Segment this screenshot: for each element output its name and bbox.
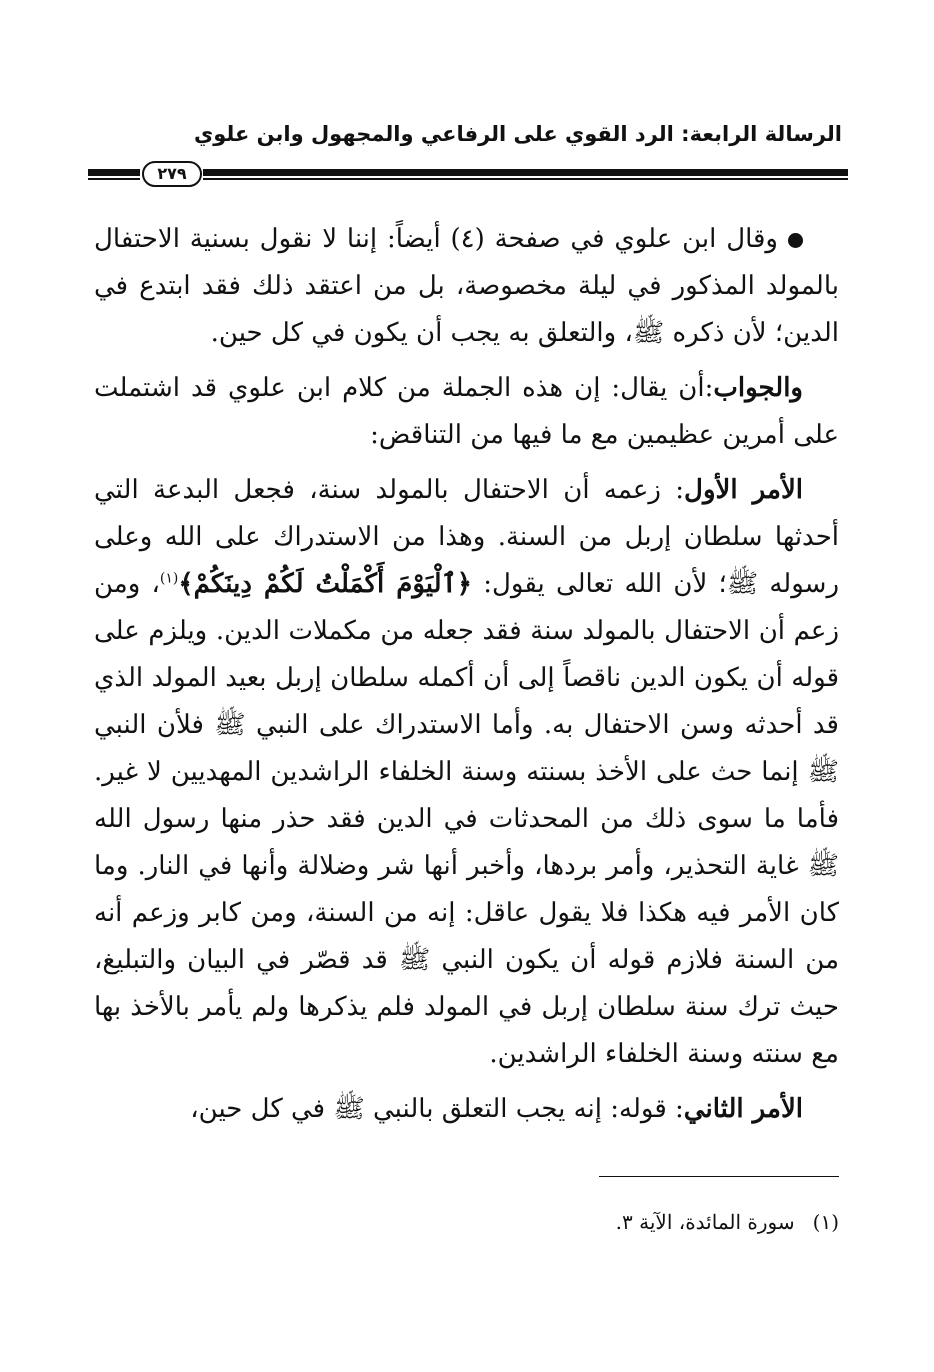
footnote-mark: (١) [812, 1210, 839, 1234]
header-rule-thin-right [203, 178, 848, 180]
header-rule-thick-right [203, 169, 848, 176]
header-rule-thin-left [88, 178, 140, 180]
paragraph-3 [94, 467, 839, 1078]
quran-verse: ﴿ٱلْيَوْمَ أَكْمَلْتُ لَكُمْ دِينَكُمْ﴾ [178, 569, 473, 599]
footnote-text: سورة المائدة، الآية ٣. [615, 1210, 795, 1234]
running-header-title: الرسالة الرابعة: الرد القوي على الرفاعي والمجهول وابن علوي [193, 122, 842, 146]
main-text [94, 216, 839, 1141]
footnote-separator [599, 1176, 839, 1177]
paragraph-3-text-after-quran: ، ومن زعم أن الاحتفال بالمولد سنة فقد جعله من مكملات الدين. ويلزم على قوله أن يكون الدين ناقصاً إلى أن أكمله سلطان إربل بعيد المولد الذي قد أحدثه وسن الاحتفال به. وأما الاستدراك على النبي ﷺ فلأن النبي ﷺ إنما حث على الأخذ بسنته وسنة الخلفاء الراشدين المهديين لا غير. فأما ما سوى ذلك من المحدثات في الدين فقد حذر منها رسول الله ﷺ غاية التحذير، وأمر بردها، وأخبر أنها شر وضلالة وأنها في النار. وما كان الأمر فيه هكذا فلا يقول عاقل: إنه من السنة، ومن كابر وزعم أنه من السنة فلازم قوله أن يكون النبي ﷺ قد قصّر في البيان والتبليغ، حيث ترك سنة سلطان إربل في المولد فلم يذكرها ولم يأمر بالأخذ بها مع سنته وسنة الخلفاء الراشدين. [94, 569, 839, 1069]
paragraph-4 [94, 1086, 839, 1133]
paragraph-4-lead: الأمر الثاني [683, 1094, 803, 1124]
header-rule-thick-left [88, 169, 140, 176]
paragraph-2-lead: والجواب [713, 373, 803, 403]
footnote-reference: (١) [159, 570, 179, 587]
paragraph-3-text-before-quran: : زعمه أن الاحتفال بالمولد سنة، فجعل البدعة التي أحدثها سلطان إربل من السنة. وهذا من الاستدراك على الله وعلى رسوله ﷺ؛ لأن الله تعالى يقول: [94, 475, 840, 599]
page-number: ٢٧٩ [142, 161, 202, 187]
paragraph-2-text: :أن يقال: إن هذه الجملة من كلام ابن علوي قد اشتملت على أمرين عظيمين مع ما فيها من التناقض: [94, 373, 839, 450]
footnote [94, 1207, 839, 1237]
bullet-icon [788, 233, 803, 248]
paragraph-3-lead: الأمر الأول [684, 475, 803, 505]
paragraph-1-text: وقال ابن علوي في صفحة (٤) أيضاً: إننا لا نقول بسنية الاحتفال بالمولد المذكور في ليلة مخصوصة، بل من اعتقد ذلك فقد ابتدع في الدين؛ لأن ذكره ﷺ، والتعلق به يجب أن يكون في كل حين. [94, 224, 839, 348]
header-rule [88, 161, 848, 185]
paragraph-1 [94, 216, 839, 357]
paragraph-4-text: : قوله: إنه يجب التعلق بالنبي ﷺ في كل حين، [190, 1094, 684, 1124]
paragraph-2 [94, 365, 839, 459]
